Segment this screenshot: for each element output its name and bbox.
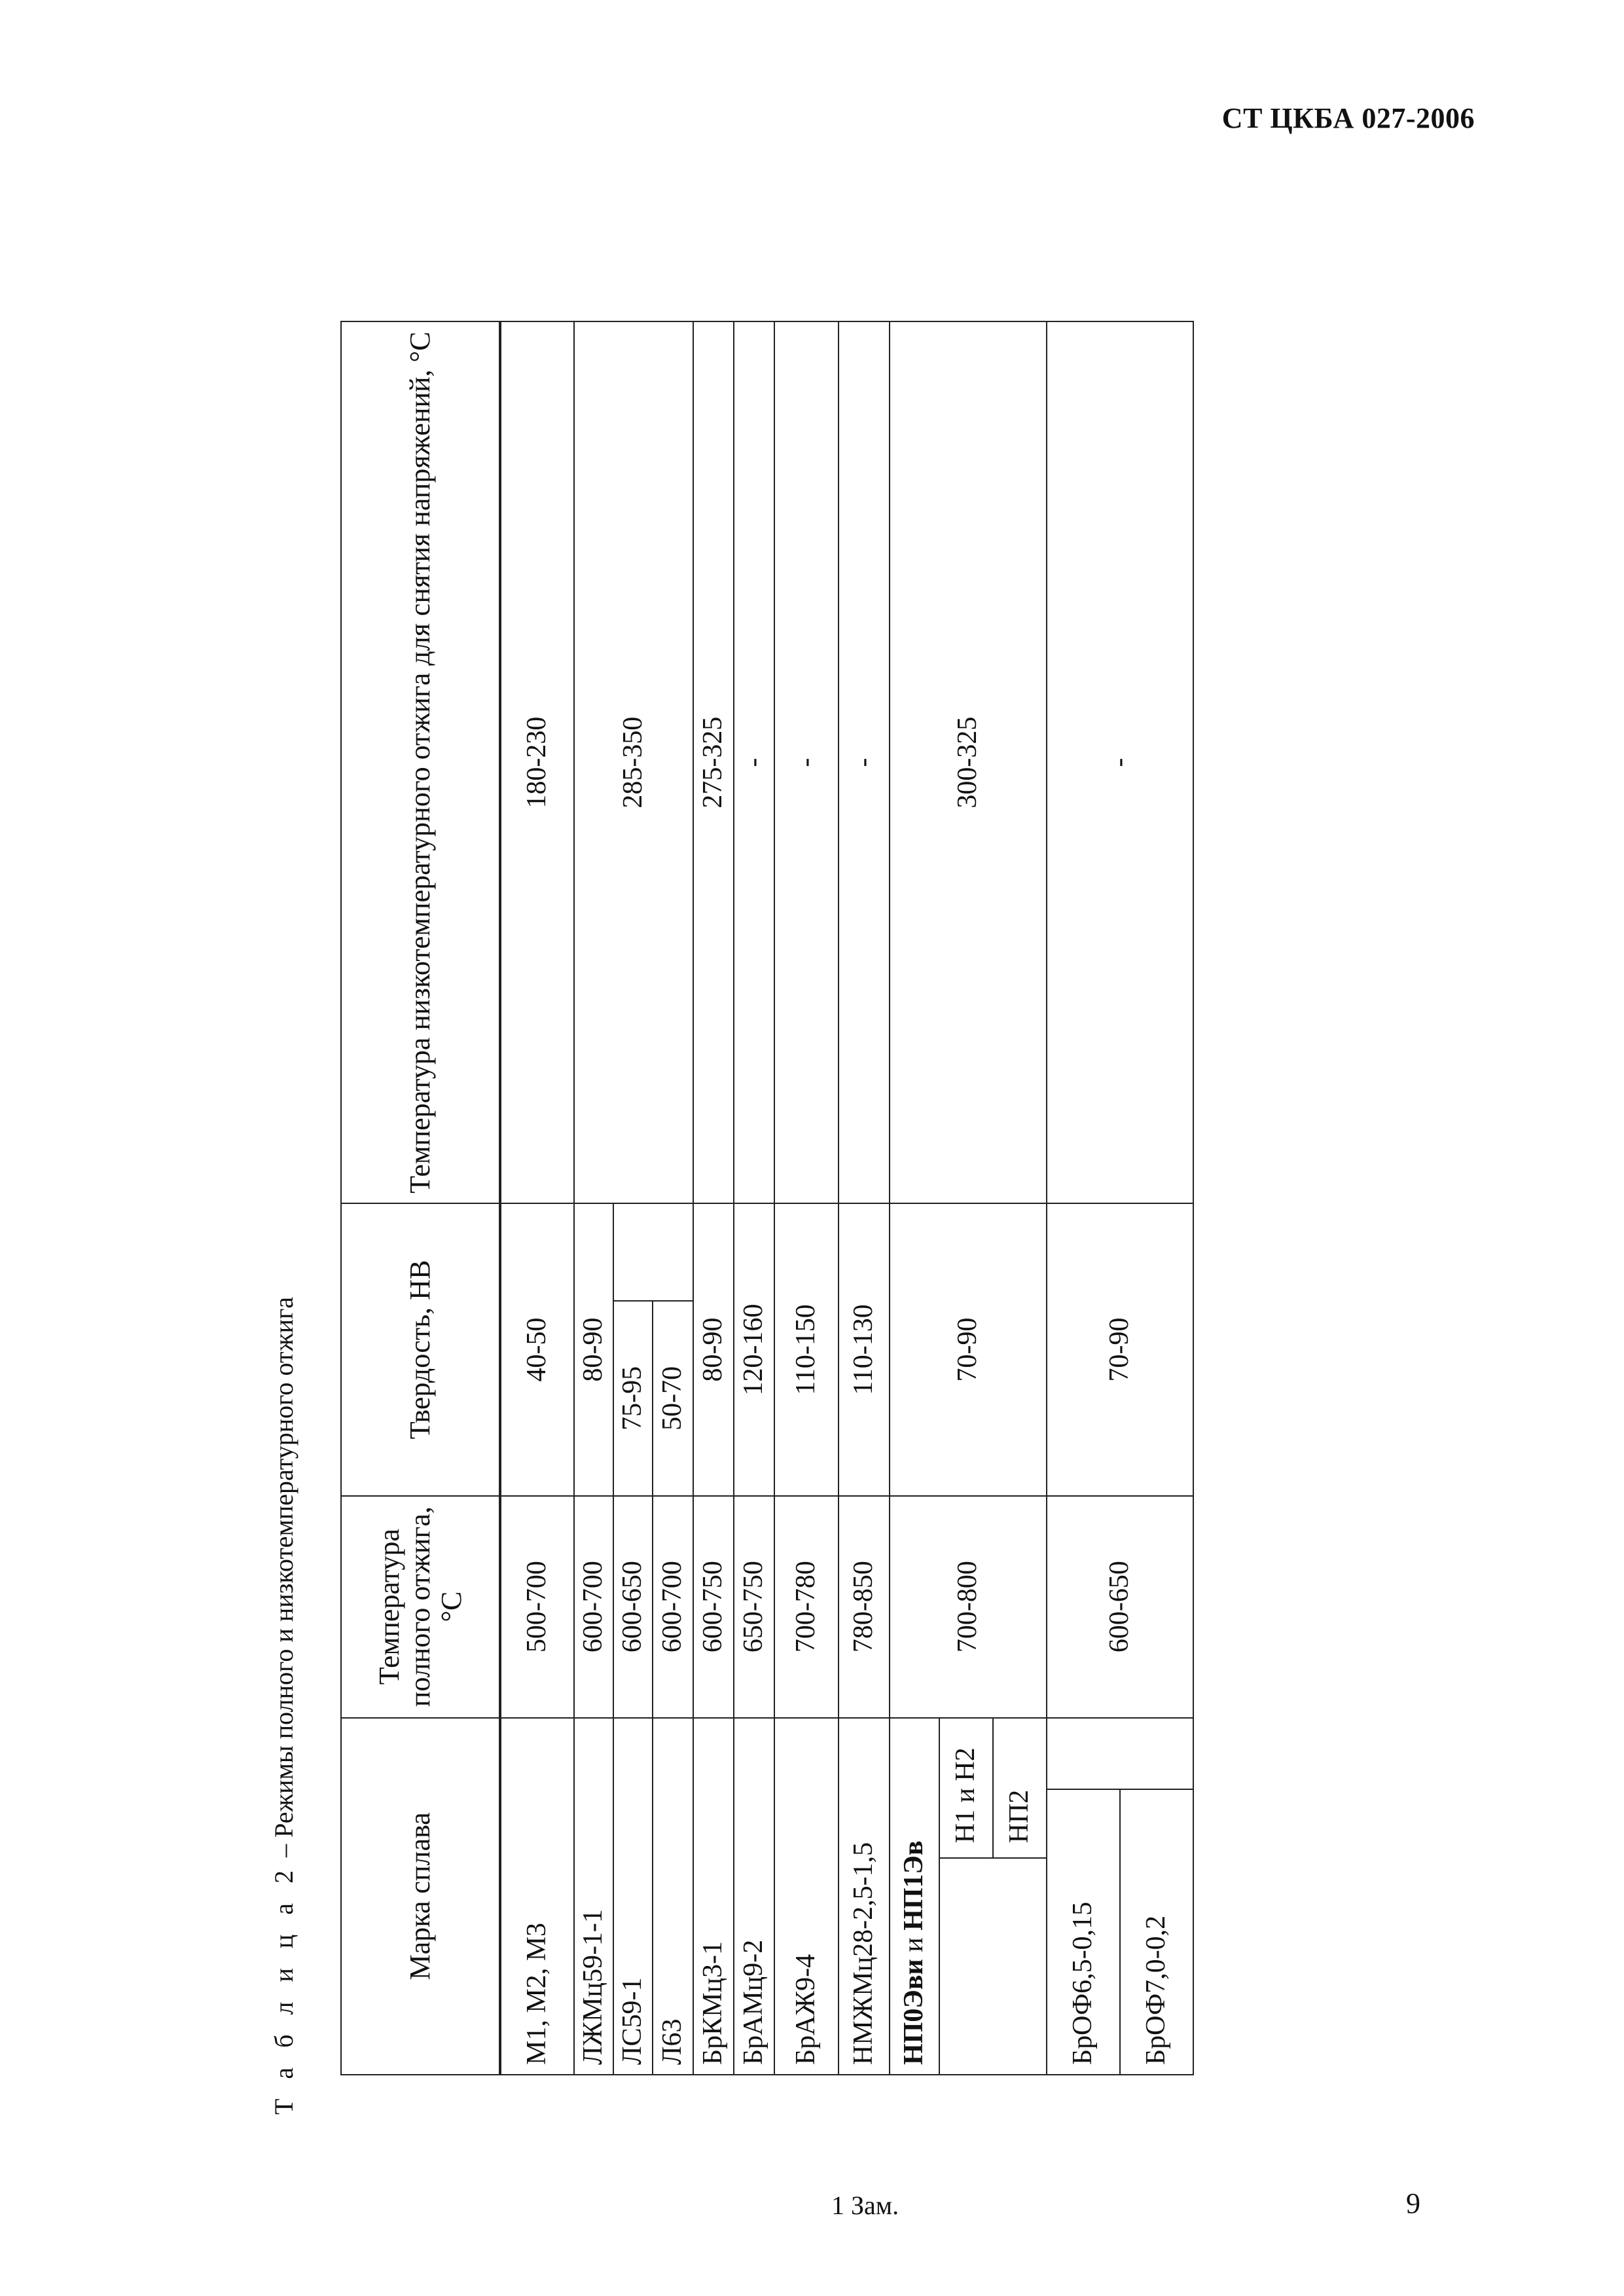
cell-grade — [890, 1718, 939, 2075]
cell-full-anneal: 600-700 — [574, 1496, 613, 1718]
cell-grade: БрАЖ9-4 — [774, 1718, 839, 2075]
cell-full-anneal: 600-700 — [653, 1496, 693, 1718]
rotated-table-block — [268, 282, 1231, 2115]
table-row — [574, 321, 613, 2075]
cell-low-anneal: 285-350 — [574, 321, 693, 1203]
cell-grade: ЛЖМц59-1-1 — [574, 1718, 613, 2075]
cell-hardness: 110-130 — [839, 1203, 890, 1495]
cell-hardness: 70-90 — [890, 1203, 1047, 1495]
cell-hardness: 70-90 — [1047, 1203, 1193, 1495]
grade-part-mid: и — [899, 1930, 929, 1959]
cell-grade: НМЖМц28-2,5-1,5 — [839, 1718, 890, 2075]
cell-hardness: 80-90 — [574, 1203, 613, 1495]
cell-hardness: 120-160 — [734, 1203, 774, 1495]
table-row — [693, 321, 734, 2075]
table-caption-prefix: Т а б л и ц а 2 — [269, 1863, 298, 2115]
annealing-modes-table — [340, 321, 1194, 2075]
cell-hardness: 75-95 — [613, 1301, 653, 1496]
table-row — [734, 321, 774, 2075]
cell-low-anneal: - — [734, 321, 774, 1203]
cell-full-anneal: 600-650 — [1047, 1496, 1193, 1718]
cell-grade: М1, М2, М3 — [500, 1718, 574, 2075]
cell-grade: БрОФ6,5-0,15 — [1047, 1789, 1120, 2075]
cell-low-anneal: - — [839, 321, 890, 1203]
cell-empty — [1047, 1718, 1193, 1789]
document-code: СТ ЦКБА 027-2006 — [1221, 102, 1475, 134]
cell-hardness: 80-90 — [693, 1203, 734, 1495]
header-hardness: Твердость, НВ — [341, 1203, 500, 1495]
table-row — [774, 321, 839, 2075]
cell-low-anneal: 275-325 — [693, 321, 734, 1203]
cell-full-anneal: 650-750 — [734, 1496, 774, 1718]
cell-hardness: 40-50 — [500, 1203, 574, 1495]
page-number: 9 — [1406, 2187, 1420, 2219]
cell-grade: ЛС59-1 — [613, 1718, 653, 2075]
cell-full-anneal: 500-700 — [500, 1496, 574, 1718]
table-caption-title: – Режимы полного и низкотемпературного отжига — [269, 1296, 298, 1864]
table-header-row — [341, 321, 500, 2075]
change-note: 1 Зам. — [831, 2191, 899, 2220]
cell-full-anneal: 780-850 — [839, 1496, 890, 1718]
cell-hardness: 110-150 — [774, 1203, 839, 1495]
table-row — [839, 321, 890, 2075]
table-row — [890, 321, 939, 2075]
table-row — [1047, 321, 1120, 2075]
cell-grade: НП2 — [993, 1718, 1047, 1859]
table-caption — [268, 1297, 299, 2115]
header-full-anneal: Температура полного отжига, °С — [341, 1496, 500, 1718]
cell-empty — [613, 1203, 693, 1301]
cell-low-anneal: - — [774, 321, 839, 1203]
grade-part-b: НП1Эв — [899, 1840, 929, 1931]
cell-grade: БрКМц3-1 — [693, 1718, 734, 2075]
cell-full-anneal: 600-750 — [693, 1496, 734, 1718]
cell-grade: БрАМц9-2 — [734, 1718, 774, 2075]
cell-grade: Л63 — [653, 1718, 693, 2075]
cell-low-anneal: - — [1047, 321, 1193, 1203]
cell-low-anneal: 180-230 — [500, 321, 574, 1203]
grade-part-a: НП0Эви — [899, 1959, 929, 2065]
cell-low-anneal: 300-325 — [890, 321, 1047, 1203]
header-low-anneal: Температура низкотемпературного отжига для снятия напряжений, °С — [341, 321, 500, 1203]
header-grade: Марка сплава — [341, 1718, 500, 2075]
cell-hardness: 50-70 — [653, 1301, 693, 1496]
cell-grade: Н1 и Н2 — [939, 1718, 993, 1859]
cell-full-anneal: 600-650 — [613, 1496, 653, 1718]
table-row — [500, 321, 574, 2075]
cell-full-anneal: 700-800 — [890, 1496, 1047, 1718]
cell-grade: БрОФ7,0-0,2 — [1120, 1789, 1193, 2075]
cell-empty — [939, 1858, 1047, 2075]
cell-full-anneal: 700-780 — [774, 1496, 839, 1718]
